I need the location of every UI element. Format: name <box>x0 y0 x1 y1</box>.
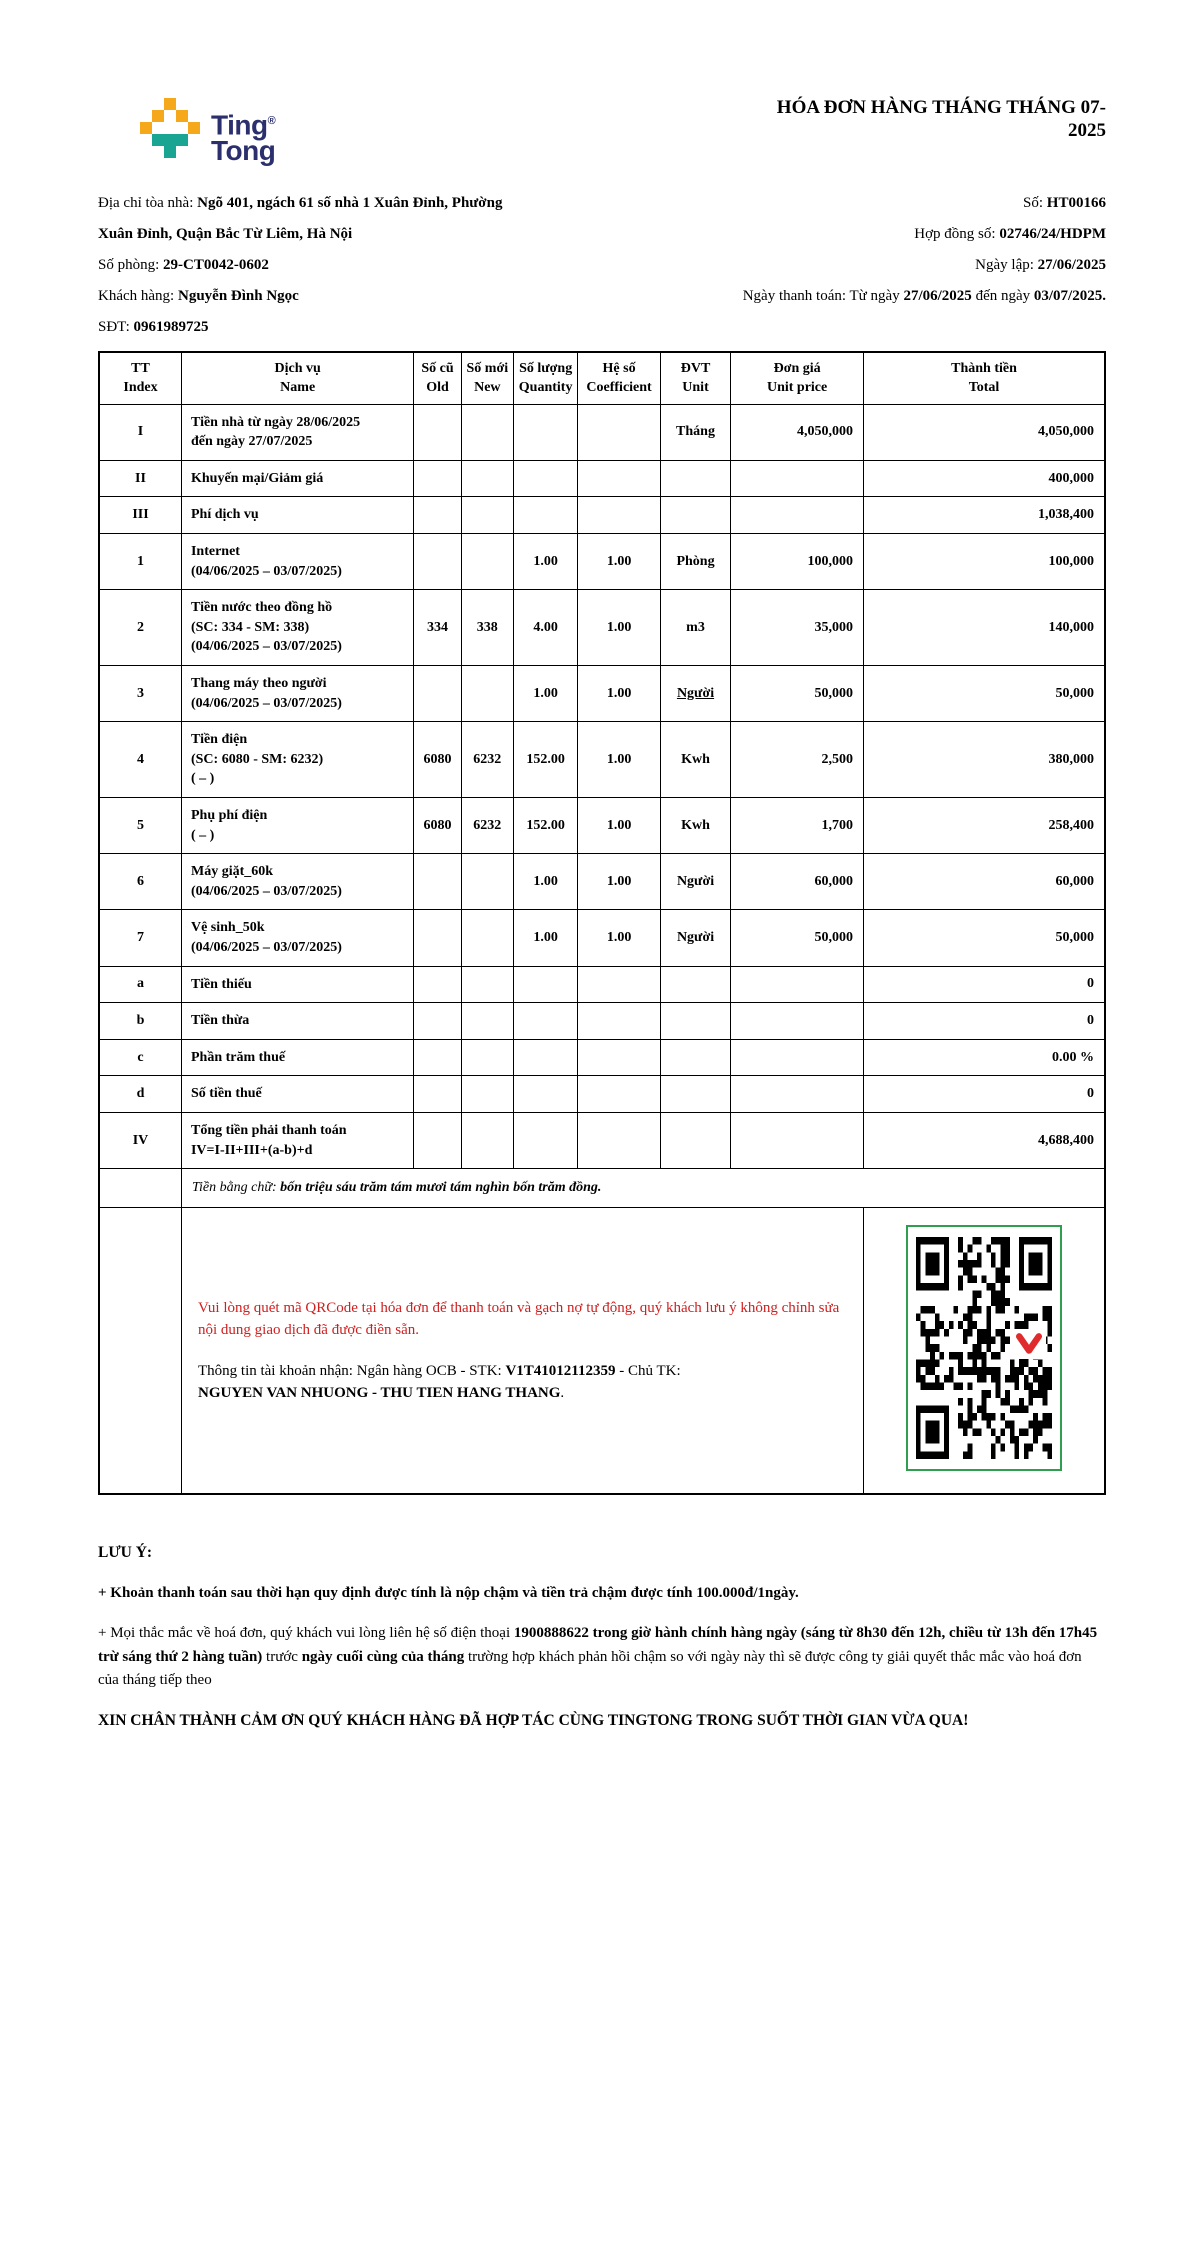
registered-mark: ® <box>267 115 276 127</box>
cell-old <box>414 666 461 722</box>
hotline-note-segment: 1900888622 trong giờ hành chính hàng ngày (sáng từ 8h30 đến 12h, chiều từ 13h đến 17h45 trừ sáng thứ 2 hàng tuần) <box>98 1625 1098 1665</box>
cell-name: Phí dịch vụ <box>181 497 413 534</box>
cell-unit: Tháng <box>660 404 730 460</box>
cell-tt: 5 <box>99 798 181 854</box>
wordmark-line1: Ting <box>211 109 268 141</box>
qr-code-frame <box>906 1225 1062 1471</box>
cell-new <box>461 534 513 590</box>
cell-new: 338 <box>461 590 513 666</box>
hotline-note-segment: + Mọi thắc mắc về hoá đơn, quý khách vui lòng liên hệ số điện thoại <box>98 1625 514 1642</box>
customer-name: Khách hàng: Nguyễn Đình Ngọc <box>98 288 299 305</box>
cell-unit: Phòng <box>660 534 730 590</box>
col-header-unit-price: Đơn giá Unit price <box>731 352 864 404</box>
logo-pixel <box>164 98 176 110</box>
table-row <box>99 1003 1105 1040</box>
vietqr-v-icon <box>1012 1329 1046 1359</box>
building-address-line1: Địa chỉ tòa nhà: Ngõ 401, ngách 61 số nhà 1 Xuân Đỉnh, Phường <box>98 195 503 212</box>
cell-unit-price: 35,000 <box>731 590 864 666</box>
cell-quantity: 1.00 <box>513 854 577 910</box>
cell-coefficient <box>578 1112 660 1168</box>
cell-name: Tiền nhà từ ngày 28/06/2025 đến ngày 27/07/2025 <box>181 404 413 460</box>
cell-unit: Kwh <box>660 798 730 854</box>
cell-name: Vệ sinh_50k (04/06/2025 – 03/07/2025) <box>181 910 413 966</box>
cell-new <box>461 404 513 460</box>
col-header-old: Số cũ Old <box>414 352 461 404</box>
cell-new: 6232 <box>461 798 513 854</box>
hotline-note-segment: ngày cuối cùng của tháng <box>301 1648 465 1665</box>
table-row <box>99 460 1105 497</box>
account-info: Thông tin tài khoản nhận: Ngân hàng OCB - STK: V1T41012112359 - Chủ TK: NGUYEN VAN NHUONG - THU TIEN HANG THANG. <box>197 1362 681 1402</box>
cell-unit-price <box>731 966 864 1003</box>
cell-name: Thang máy theo người (04/06/2025 – 03/07/2025) <box>181 666 413 722</box>
cell-quantity <box>513 497 577 534</box>
cell-name: Tiền thiếu <box>181 966 413 1003</box>
cell-unit <box>660 1003 730 1040</box>
cell-tt: 1 <box>99 534 181 590</box>
logo-pixel <box>140 122 152 134</box>
cell-unit <box>660 1076 730 1113</box>
cell-unit: Kwh <box>660 722 730 798</box>
cell-unit-price: 60,000 <box>731 854 864 910</box>
cell-new: 6232 <box>461 722 513 798</box>
col-header-name: Dịch vụ Name <box>181 352 413 404</box>
qr-code-cell <box>864 1208 1106 1495</box>
cell-coefficient <box>578 460 660 497</box>
cell-new <box>461 910 513 966</box>
cell-total: 0 <box>864 966 1106 1003</box>
cell-unit <box>660 497 730 534</box>
cell-coefficient: 1.00 <box>578 854 660 910</box>
cell-quantity: 152.00 <box>513 722 577 798</box>
thank-you-note: XIN CHÂN THÀNH CẢM ƠN QUÝ KHÁCH HÀNG ĐÃ HỢP TÁC CÙNG TINGTONG TRONG SUỐT THỜI GIAN VỪA QUA! <box>98 1712 969 1730</box>
cell-unit-price <box>731 497 864 534</box>
invoice-title-line1: HÓA ĐƠN HÀNG THÁNG THÁNG 07- <box>776 97 1106 118</box>
cell-coefficient: 1.00 <box>578 666 660 722</box>
amount-in-words-row <box>99 1169 1105 1208</box>
cell-tt: 2 <box>99 590 181 666</box>
cell-quantity <box>513 1076 577 1113</box>
table-row <box>99 1076 1105 1113</box>
cell-name: Khuyến mại/Giảm giá <box>181 460 413 497</box>
cell-coefficient: 1.00 <box>578 722 660 798</box>
invoice-title <box>777 96 1106 142</box>
cell-old <box>414 1039 461 1076</box>
cell-unit-price <box>731 1076 864 1113</box>
cell-unit-price: 2,500 <box>731 722 864 798</box>
cell-total: 0 <box>864 1076 1106 1113</box>
cell-new <box>461 1039 513 1076</box>
cell-unit <box>660 1039 730 1076</box>
cell-old <box>414 497 461 534</box>
table-row <box>99 966 1105 1003</box>
cell-new <box>461 1076 513 1113</box>
cell-quantity <box>513 404 577 460</box>
invoice-table-head <box>99 352 1105 404</box>
late-payment-note: + Khoản thanh toán sau thời hạn quy định được tính là nộp chậm và tiền trả chậm được tính 100.000đ/1ngày. <box>98 1585 799 1602</box>
cell-name: Phụ phí điện ( – ) <box>181 798 413 854</box>
cell-total: 50,000 <box>864 910 1106 966</box>
cell-coefficient <box>578 497 660 534</box>
table-row <box>99 854 1105 910</box>
cell-total: 0.00 % <box>864 1039 1106 1076</box>
table-row <box>99 1039 1105 1076</box>
cell-old <box>414 910 461 966</box>
cell-new <box>461 460 513 497</box>
cell-unit-price: 4,050,000 <box>731 404 864 460</box>
cell-tt: 4 <box>99 722 181 798</box>
cell-name: Tiền điện (SC: 6080 - SM: 6232) ( – ) <box>181 722 413 798</box>
logo-pixel <box>188 122 200 134</box>
cell-total: 258,400 <box>864 798 1106 854</box>
invoice-number: Số: HT00166 <box>1023 195 1106 212</box>
cell-tt: a <box>99 966 181 1003</box>
cell-quantity <box>513 966 577 1003</box>
amount-in-words: Tiền bằng chữ: bốn triệu sáu trăm tám mươi tám nghìn bốn trăm đồng. <box>181 1169 1105 1208</box>
cell-tt: c <box>99 1039 181 1076</box>
cell-name: Máy giặt_60k (04/06/2025 – 03/07/2025) <box>181 854 413 910</box>
footer-notes <box>98 1541 1106 1733</box>
cell-quantity: 4.00 <box>513 590 577 666</box>
hotline-note <box>98 1622 1106 1692</box>
cell-coefficient: 1.00 <box>578 590 660 666</box>
cell-old: 6080 <box>414 798 461 854</box>
cell-total: 1,038,400 <box>864 497 1106 534</box>
cell-unit: m3 <box>660 590 730 666</box>
cell-name: Phần trăm thuế <box>181 1039 413 1076</box>
cell-name: Tổng tiền phải thanh toán IV=I-II+III+(a-b)+d <box>181 1112 413 1168</box>
cell-empty <box>99 1208 181 1495</box>
issue-date: Ngày lập: 27/06/2025 <box>975 257 1106 274</box>
cell-coefficient <box>578 1076 660 1113</box>
cell-quantity: 152.00 <box>513 798 577 854</box>
cell-tt: 7 <box>99 910 181 966</box>
cell-unit <box>660 966 730 1003</box>
payment-date-range: Ngày thanh toán: Từ ngày 27/06/2025 đến ngày 03/07/2025. <box>742 288 1106 305</box>
cell-total: 60,000 <box>864 854 1106 910</box>
cell-unit-price <box>731 1039 864 1076</box>
invoice-table-footer <box>99 1169 1105 1495</box>
notes-heading: LƯU Ý: <box>98 1544 153 1562</box>
qr-red-note: Vui lòng quét mã QRCode tại hóa đơn để thanh toán và gạch nợ tự động, quý khách lưu ý không chỉnh sửa nội dung giao dịch đã được điền sẵn. <box>197 1299 840 1339</box>
cell-unit-price <box>731 460 864 497</box>
cell-unit-price <box>731 1003 864 1040</box>
table-row <box>99 910 1105 966</box>
cell-coefficient <box>578 404 660 460</box>
cell-old: 6080 <box>414 722 461 798</box>
cell-new <box>461 854 513 910</box>
table-row <box>99 497 1105 534</box>
cell-tt: d <box>99 1076 181 1113</box>
cell-tt: 6 <box>99 854 181 910</box>
cell-old <box>414 1076 461 1113</box>
cell-total: 380,000 <box>864 722 1106 798</box>
cell-quantity <box>513 1039 577 1076</box>
cell-old <box>414 1003 461 1040</box>
cell-unit: Người <box>660 910 730 966</box>
cell-quantity: 1.00 <box>513 534 577 590</box>
invoice-content <box>98 92 1106 1733</box>
table-row <box>99 404 1105 460</box>
cell-old <box>414 534 461 590</box>
col-header-total: Thành tiền Total <box>864 352 1106 404</box>
cell-unit-price: 50,000 <box>731 666 864 722</box>
cell-unit: Người <box>660 666 730 722</box>
cell-total: 100,000 <box>864 534 1106 590</box>
tingtong-wordmark <box>211 108 276 167</box>
invoice-header <box>98 92 1106 167</box>
cell-tt: I <box>99 404 181 460</box>
cell-unit-price <box>731 1112 864 1168</box>
cell-tt: b <box>99 1003 181 1040</box>
col-header-quantity: Số lượng Quantity <box>513 352 577 404</box>
cell-unit: Người <box>660 854 730 910</box>
logo-pixel <box>164 146 176 158</box>
cell-quantity: 1.00 <box>513 666 577 722</box>
table-row <box>99 722 1105 798</box>
table-row <box>99 798 1105 854</box>
cell-quantity <box>513 460 577 497</box>
cell-tt: II <box>99 460 181 497</box>
cell-name: Tiền nước theo đồng hồ (SC: 334 - SM: 338) (04/06/2025 – 03/07/2025) <box>181 590 413 666</box>
building-address-line2: Xuân Đỉnh, Quận Bắc Từ Liêm, Hà Nội <box>98 226 353 243</box>
cell-old <box>414 460 461 497</box>
cell-total: 50,000 <box>864 666 1106 722</box>
tingtong-logo-icon <box>140 98 200 158</box>
cell-coefficient <box>578 1003 660 1040</box>
cell-quantity <box>513 1112 577 1168</box>
wordmark-line2: Tong <box>211 135 276 167</box>
cell-coefficient: 1.00 <box>578 798 660 854</box>
cell-old <box>414 966 461 1003</box>
logo-pixel <box>152 110 164 122</box>
info-spacer <box>673 312 1106 343</box>
cell-total: 400,000 <box>864 460 1106 497</box>
cell-unit-price: 100,000 <box>731 534 864 590</box>
col-header-unit: ĐVT Unit <box>660 352 730 404</box>
customer-phone: SĐT: 0961989725 <box>98 319 209 336</box>
qr-row <box>99 1208 1105 1495</box>
cell-new <box>461 1003 513 1040</box>
cell-tt: III <box>99 497 181 534</box>
cell-coefficient: 1.00 <box>578 910 660 966</box>
cell-name: Số tiền thuế <box>181 1076 413 1113</box>
col-header-index: TT Index <box>99 352 181 404</box>
qr-instructions <box>181 1208 863 1495</box>
cell-old <box>414 1112 461 1168</box>
cell-new <box>461 497 513 534</box>
contract-number: Hợp đồng số: 02746/24/HDPM <box>914 226 1106 243</box>
room-number: Số phòng: 29-CT0042-0602 <box>98 257 269 274</box>
cell-name: Tiền thừa <box>181 1003 413 1040</box>
logo-pixel <box>152 134 188 146</box>
cell-total: 0 <box>864 1003 1106 1040</box>
cell-quantity <box>513 1003 577 1040</box>
cell-unit <box>660 1112 730 1168</box>
cell-coefficient <box>578 966 660 1003</box>
cell-total: 4,050,000 <box>864 404 1106 460</box>
cell-total: 4,688,400 <box>864 1112 1106 1168</box>
invoice-title-line2: 2025 <box>1068 120 1106 141</box>
cell-total: 140,000 <box>864 590 1106 666</box>
cell-new <box>461 1112 513 1168</box>
invoice-table-body <box>99 404 1105 1168</box>
invoice-table <box>98 351 1106 1495</box>
cell-unit-price: 1,700 <box>731 798 864 854</box>
cell-old <box>414 854 461 910</box>
cell-unit-price: 50,000 <box>731 910 864 966</box>
cell-new <box>461 666 513 722</box>
table-header-row <box>99 352 1105 404</box>
cell-tt: 3 <box>99 666 181 722</box>
hotline-note-segment: trước <box>262 1648 302 1665</box>
table-row <box>99 590 1105 666</box>
table-row <box>99 666 1105 722</box>
logo-pixel <box>176 110 188 122</box>
cell-old <box>414 404 461 460</box>
cell-name: Internet (04/06/2025 – 03/07/2025) <box>181 534 413 590</box>
cell-coefficient <box>578 1039 660 1076</box>
table-row <box>99 1112 1105 1168</box>
invoice-info <box>98 188 1106 343</box>
cell-tt: IV <box>99 1112 181 1168</box>
tingtong-logo <box>140 98 276 167</box>
cell-quantity: 1.00 <box>513 910 577 966</box>
cell-new <box>461 966 513 1003</box>
cell-empty <box>99 1169 181 1208</box>
table-row <box>99 534 1105 590</box>
cell-unit <box>660 460 730 497</box>
hotline-note-segment: trường hợp khách phản hồi chậm so với ngày này thì sẽ được công ty giải quyết thắc mắc vào hoá đơn của tháng tiếp theo <box>98 1648 1082 1688</box>
cell-coefficient: 1.00 <box>578 534 660 590</box>
cell-old: 334 <box>414 590 461 666</box>
col-header-new: Số mới New <box>461 352 513 404</box>
col-header-coefficient: Hệ số Coefficient <box>578 352 660 404</box>
